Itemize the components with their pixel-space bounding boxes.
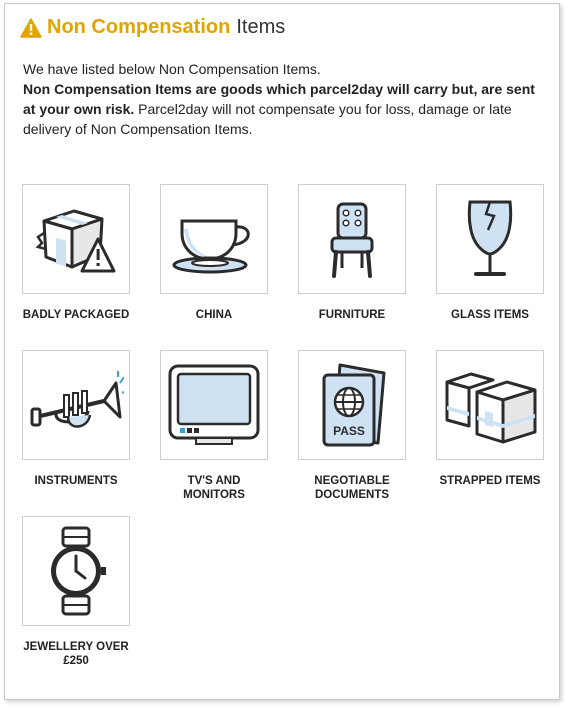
item-china [160, 184, 268, 322]
item-label: BADLY PACKAGED [22, 309, 130, 321]
item-tile [436, 184, 544, 294]
item-tile [298, 184, 406, 294]
item-tile [22, 184, 130, 294]
non-compensation-panel [4, 3, 560, 700]
item-instruments [22, 350, 130, 488]
item-furniture [298, 184, 406, 322]
intro-line1: We have listed below Non Compensation Items. [23, 61, 321, 77]
warning-icon [20, 18, 42, 38]
intro-bold: Non Compensation Items are goods which parcel2day will carry but, are sent at your own risk. [23, 81, 535, 117]
furniture-icon [306, 198, 398, 280]
item-label: JEWELLERY OVER £250 [23, 641, 129, 667]
item-tile [298, 350, 406, 460]
item-tv [160, 350, 268, 502]
item-label: GLASS ITEMS [451, 309, 529, 321]
item-tile [436, 350, 544, 460]
svg-text:PASS: PASS [333, 424, 365, 438]
glass-icon [444, 198, 536, 280]
tv-icon [166, 362, 262, 448]
item-glass [436, 184, 544, 322]
china-icon [168, 199, 260, 279]
item-tile [22, 516, 130, 626]
item-label: CHINA [195, 309, 233, 321]
strapped-boxes-icon [441, 362, 539, 448]
intro-text [23, 59, 543, 139]
title-accent: Non Compensation [47, 16, 231, 38]
item-label: STRAPPED ITEMS [439, 475, 541, 487]
trumpet-icon [28, 365, 124, 445]
intro-rest: Parcel2day will not compensate you for loss, damage or late delivery of Non Compensation Items. [23, 101, 512, 137]
item-badly-packaged [22, 184, 130, 322]
item-strapped [436, 350, 544, 488]
item-label: NEGOTIABLE DOCUMENTS [314, 475, 390, 501]
item-tile [160, 184, 268, 294]
item-label: FURNITURE [318, 309, 386, 321]
item-jewellery [22, 516, 130, 668]
badly-packaged-icon [30, 199, 122, 279]
title-rest: Items [236, 16, 286, 38]
item-tile [22, 350, 130, 460]
passport-icon [306, 359, 398, 451]
watch-icon [41, 526, 111, 616]
page-title [20, 16, 285, 39]
item-tile [160, 350, 268, 460]
item-label: TV'S AND MONITORS [183, 475, 245, 501]
item-documents [298, 350, 406, 502]
item-label: INSTRUMENTS [34, 475, 118, 487]
